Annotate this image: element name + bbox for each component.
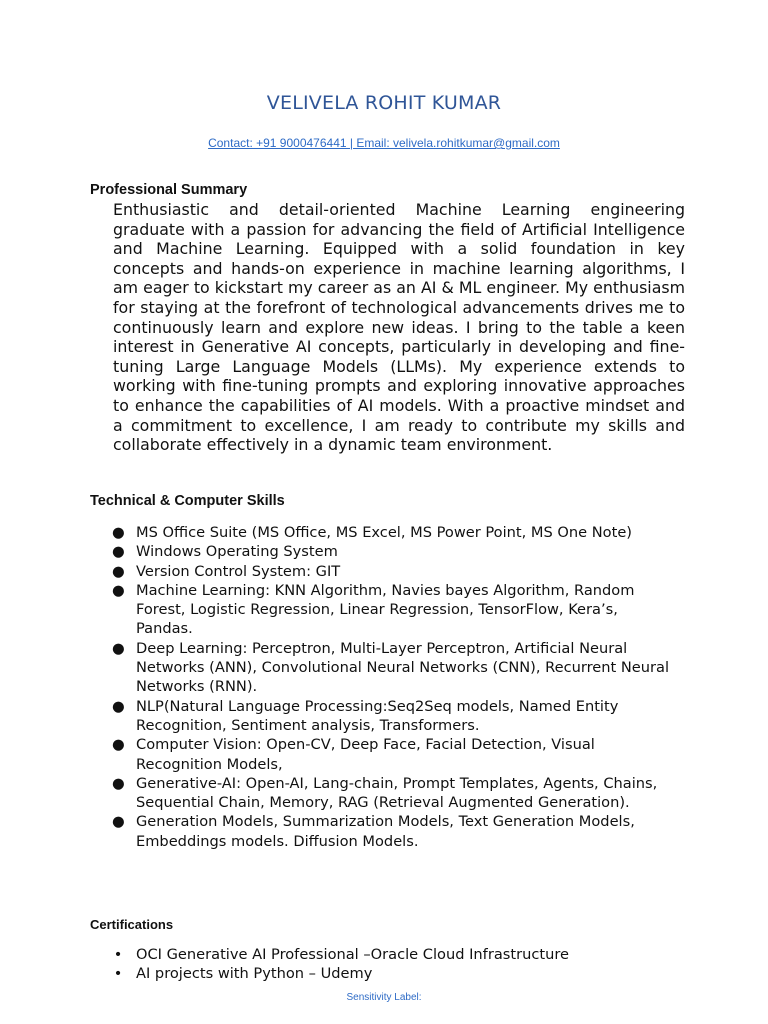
certification-text: AI projects with Python – Udemy: [136, 965, 373, 983]
list-item: [112, 562, 672, 581]
bullet-icon: •: [113, 965, 123, 983]
list-item: [112, 735, 672, 774]
skill-text: Generation Models, Summarization Models, Text Generation Models, Embeddings models. Diffusion Models.: [136, 813, 635, 850]
skill-text: Computer Vision: Open-CV, Deep Face, Facial Detection, Visual Recognition Models,: [136, 736, 595, 773]
list-item: [112, 697, 672, 736]
bullet-icon: ●: [112, 813, 125, 831]
bullet-icon: ●: [112, 524, 125, 541]
list-item: [112, 542, 672, 561]
list-item: [112, 812, 672, 851]
certification-text: OCI Generative AI Professional –Oracle Cloud Infrastructure: [136, 946, 569, 963]
skill-text: MS Office Suite (MS Office, MS Excel, MS Power Point, MS One Note): [136, 524, 632, 541]
skills-heading: Technical & Computer Skills: [90, 493, 285, 509]
skill-text: Machine Learning: KNN Algorithm, Navies bayes Algorithm, Random Forest, Logistic Regression, Linear Regression, TensorFlow, Kera’s, Pandas.: [136, 581, 635, 638]
candidate-name: VELIVELA ROHIT KUMAR: [266, 92, 502, 114]
professional-summary-heading: Professional Summary: [90, 182, 248, 198]
bullet-icon: ●: [112, 736, 125, 754]
bullet-icon: ●: [112, 697, 125, 715]
bullet-icon: ●: [112, 543, 125, 561]
skill-text: NLP(Natural Language Processing:Seq2Seq models, Named Entity Recognition, Sentiment analysis, Transformers.: [136, 697, 619, 734]
certifications-list: [112, 945, 672, 984]
professional-summary-text: Enthusiastic and detail-oriented Machine Learning engineering graduate with a passion for advancing the field of Artificial Intelligence and Machine Learning. Equipped with a solid foundation in key concepts and hands-on experience in machine learning algorithms, I am eager to kickstart my career as an AI & ML engineer. My enthusiasm for staying at the forefront of technological advancements drives me to continuously learn and explore new ideas. I bring to the table a keen interest in Generative AI concepts, particularly in developing and fine-tuning Large Language Models (LLMs). My experience extends to working with fine-tuning prompts and exploring innovative approaches to enhance the capabilities of AI models. With a proactive mindset and a commitment to excellence, I am ready to contribute my skills and collaborate effectively in a dynamic team environment.: [113, 200, 685, 455]
bullet-icon: •: [113, 946, 123, 963]
skill-text: Deep Learning: Perceptron, Multi-Layer Perceptron, Artificial Neural Networks (ANN), Convolutional Neural Networks (CNN), Recurrent Neural Networks (RNN).: [136, 639, 670, 696]
list-item: [112, 639, 672, 697]
list-item: [112, 964, 672, 983]
list-item: [112, 945, 672, 964]
skills-list: [112, 523, 672, 851]
skill-text: Generative-AI: Open-AI, Lang-chain, Prompt Templates, Agents, Chains, Sequential Chain, Memory, RAG (Retrieval Augmented Generation).: [136, 774, 658, 812]
list-item: [112, 581, 672, 639]
sensitivity-label: Sensitivity Label:: [346, 992, 422, 1003]
skill-text: Windows Operating System: [136, 543, 338, 561]
skill-text: Version Control System: GIT: [136, 562, 341, 580]
list-item: [112, 523, 672, 542]
list-item: [112, 774, 672, 813]
bullet-icon: ●: [112, 562, 125, 580]
contact-link[interactable]: Contact: +91 9000476441 | Email: velivela.rohitkumar@gmail.com: [208, 136, 560, 150]
bullet-icon: ●: [112, 774, 125, 792]
bullet-icon: ●: [112, 639, 125, 657]
certifications-heading: Certifications: [90, 917, 174, 932]
bullet-icon: ●: [112, 581, 125, 599]
